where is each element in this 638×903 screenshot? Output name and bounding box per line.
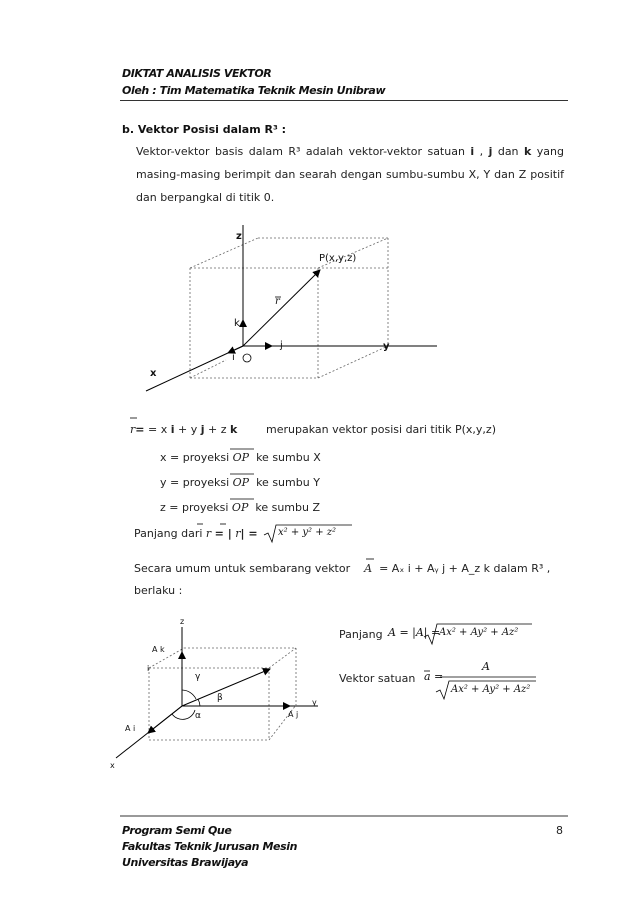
panjang-radicand: Ax² + Ay² + Az²	[439, 627, 519, 638]
fig2-gamma-label: γ	[195, 672, 201, 682]
satuan-lhs: a =	[424, 670, 444, 683]
panjang-eq: A = |A| =	[388, 626, 441, 639]
general-berlaku: berlaku :	[134, 584, 183, 597]
fig1-k-label: k	[234, 318, 240, 329]
fig2-beta-label: β	[217, 693, 223, 703]
footer-line3: Universitas Brawijaya	[122, 856, 249, 869]
page-number: 8	[556, 824, 563, 837]
proj-y: y = proyeksi OP ke sumbu Y	[160, 476, 320, 489]
fig2-akk-label: A k	[152, 645, 165, 654]
fig1-r-label: r	[275, 296, 280, 307]
r-definition: r= = x i + y j + z k	[130, 423, 238, 436]
fig1-i-label: i	[232, 352, 235, 363]
footer-line2: Fakultas Teknik Jurusan Mesin	[122, 840, 298, 853]
footer-line1: Program Semi Que	[122, 824, 232, 837]
general-statement: Secara umum untuk sembarang vektor A = Aₓ i + Aᵧ j + A_z k dalam R³ ,	[134, 562, 551, 575]
satuan-numerator: A	[482, 660, 490, 673]
fig1-point-label: P(x,y,z)	[319, 253, 357, 264]
section-heading: b. Vektor Posisi dalam R³ :	[122, 123, 287, 136]
fig1-z-label: z	[236, 231, 242, 242]
length-radicand: x² + y² + z²	[278, 527, 337, 538]
header-title: DIKTAT ANALISIS VEKTOR	[122, 67, 272, 80]
satuan-label: Vektor satuan	[339, 672, 416, 685]
i-unit-vector	[228, 346, 243, 353]
fig1-j-label: j	[280, 340, 283, 351]
proj-z: z = proyeksi OP ke sumbu Z	[160, 501, 320, 514]
satuan-denominator: Ax² + Ay² + Az²	[451, 684, 531, 695]
fig2-x-label: x	[110, 761, 115, 770]
panjang-label: Panjang	[339, 628, 383, 641]
fig2-alpha-label: α	[195, 711, 201, 721]
length-formula: Panjang dari r = | r| =	[134, 527, 258, 540]
r-description: merupakan vektor posisi dari titik P(x,y,z)	[266, 423, 496, 436]
fig2-z-label: z	[180, 617, 185, 626]
fig2-i-label: i	[147, 664, 150, 673]
origin-circle	[243, 354, 251, 362]
fig2-y-label: y	[312, 698, 317, 707]
fig1-y-label: y	[383, 341, 390, 352]
r-vector	[243, 270, 320, 346]
fig2-ai-label: A i	[125, 724, 136, 733]
fig2-aj-label: A j	[288, 710, 299, 719]
proj-x: x = proyeksi OP ke sumbu X	[160, 451, 321, 464]
intro-paragraph: Vektor-vektor basis dalam R³ adalah vektor-vektor satuan i , j dan k yang masing-masing berimpit dan searah dengan sumbu-sumbu X, Y dan Z positif dan berpangkal di titik 0.	[136, 145, 564, 204]
header-subtitle: Oleh : Tim Matematika Teknik Mesin Unibraw	[122, 84, 386, 97]
fig1-x-label: x	[150, 368, 157, 379]
